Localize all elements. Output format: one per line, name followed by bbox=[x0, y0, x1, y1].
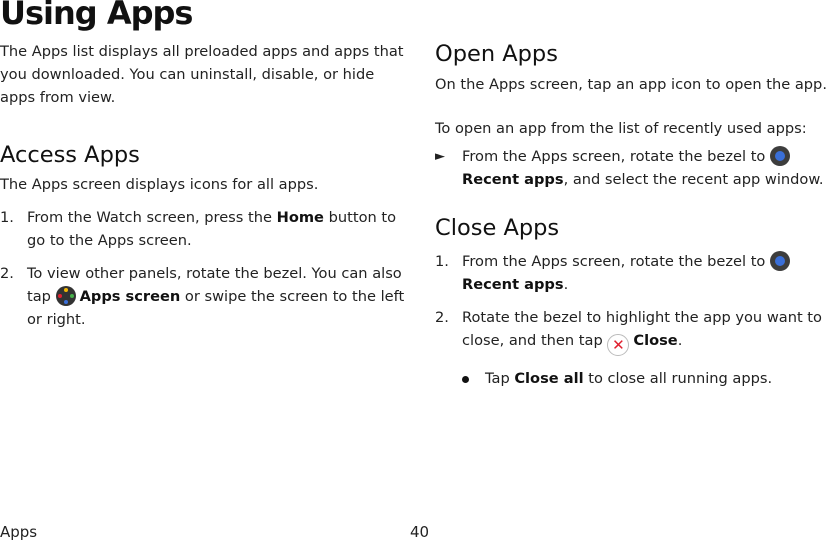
step-text-post: . bbox=[563, 276, 569, 293]
open-apps-text: On the Apps screen, tap an app icon to open the app. bbox=[435, 76, 827, 93]
step-text-post: button to go to the Apps screen. bbox=[27, 209, 397, 249]
left-column bbox=[0, 40, 410, 331]
step-text-pre: To view other panels, rotate the bezel. You can also tap bbox=[27, 265, 402, 305]
bullet-text-post: , and select the recent app window. bbox=[563, 171, 824, 188]
step-number: 1. bbox=[0, 209, 14, 226]
arrow-bullet-icon: ► bbox=[435, 149, 445, 164]
access-apps-text: The Apps screen displays icons for all apps. bbox=[0, 176, 319, 193]
step-number: 2. bbox=[435, 309, 449, 326]
access-apps-heading: Access Apps bbox=[0, 142, 140, 168]
right-column bbox=[435, 40, 835, 390]
intro-text: The Apps list displays all preloaded apps and apps that you downloaded. You can uninstall, disable, or hide apps from view. bbox=[0, 43, 404, 106]
close-label: Close bbox=[633, 332, 678, 349]
open-recent-text: To open an app from the list of recently used apps: bbox=[435, 120, 807, 137]
recent-apps-label: Recent apps bbox=[462, 276, 564, 293]
bullet-dot-icon bbox=[462, 376, 469, 383]
access-step-1 bbox=[0, 206, 410, 252]
apps-screen-label: Apps screen bbox=[79, 288, 181, 305]
step-number: 2. bbox=[0, 265, 14, 282]
page-number: 40 bbox=[410, 523, 430, 541]
home-button-label: Home bbox=[276, 209, 324, 226]
bullet-text-pre: From the Apps screen, rotate the bezel to bbox=[462, 148, 770, 165]
step-text-post: or swipe the screen to the left or right. bbox=[27, 288, 405, 328]
close-all-bullet bbox=[462, 367, 835, 390]
close-icon: ✕ bbox=[607, 334, 629, 356]
bullet-text-post: to close all running apps. bbox=[583, 370, 773, 387]
step-text-pre: Rotate the bezel to highlight the app you want to close, and then tap bbox=[462, 309, 822, 349]
recent-apps-icon bbox=[770, 251, 790, 271]
close-step-1 bbox=[435, 250, 835, 296]
apps-screen-icon bbox=[56, 286, 76, 306]
open-apps-heading: Open Apps bbox=[435, 41, 558, 67]
page-title: Using Apps bbox=[0, 0, 193, 32]
step-text-pre: From the Watch screen, press the bbox=[27, 209, 277, 226]
recent-apps-label: Recent apps bbox=[462, 171, 564, 188]
close-all-label: Close all bbox=[514, 370, 584, 387]
step-text-post: . bbox=[677, 332, 683, 349]
access-step-2 bbox=[0, 262, 410, 331]
step-number: 1. bbox=[435, 253, 449, 270]
close-step-2 bbox=[435, 306, 835, 356]
footer-section: Apps bbox=[0, 523, 38, 541]
close-apps-heading: Close Apps bbox=[435, 215, 560, 241]
recent-apps-icon bbox=[770, 146, 790, 166]
open-recent-bullet bbox=[435, 145, 835, 191]
step-text-pre: From the Apps screen, rotate the bezel to bbox=[462, 253, 770, 270]
bullet-text-pre: Tap bbox=[485, 370, 515, 387]
